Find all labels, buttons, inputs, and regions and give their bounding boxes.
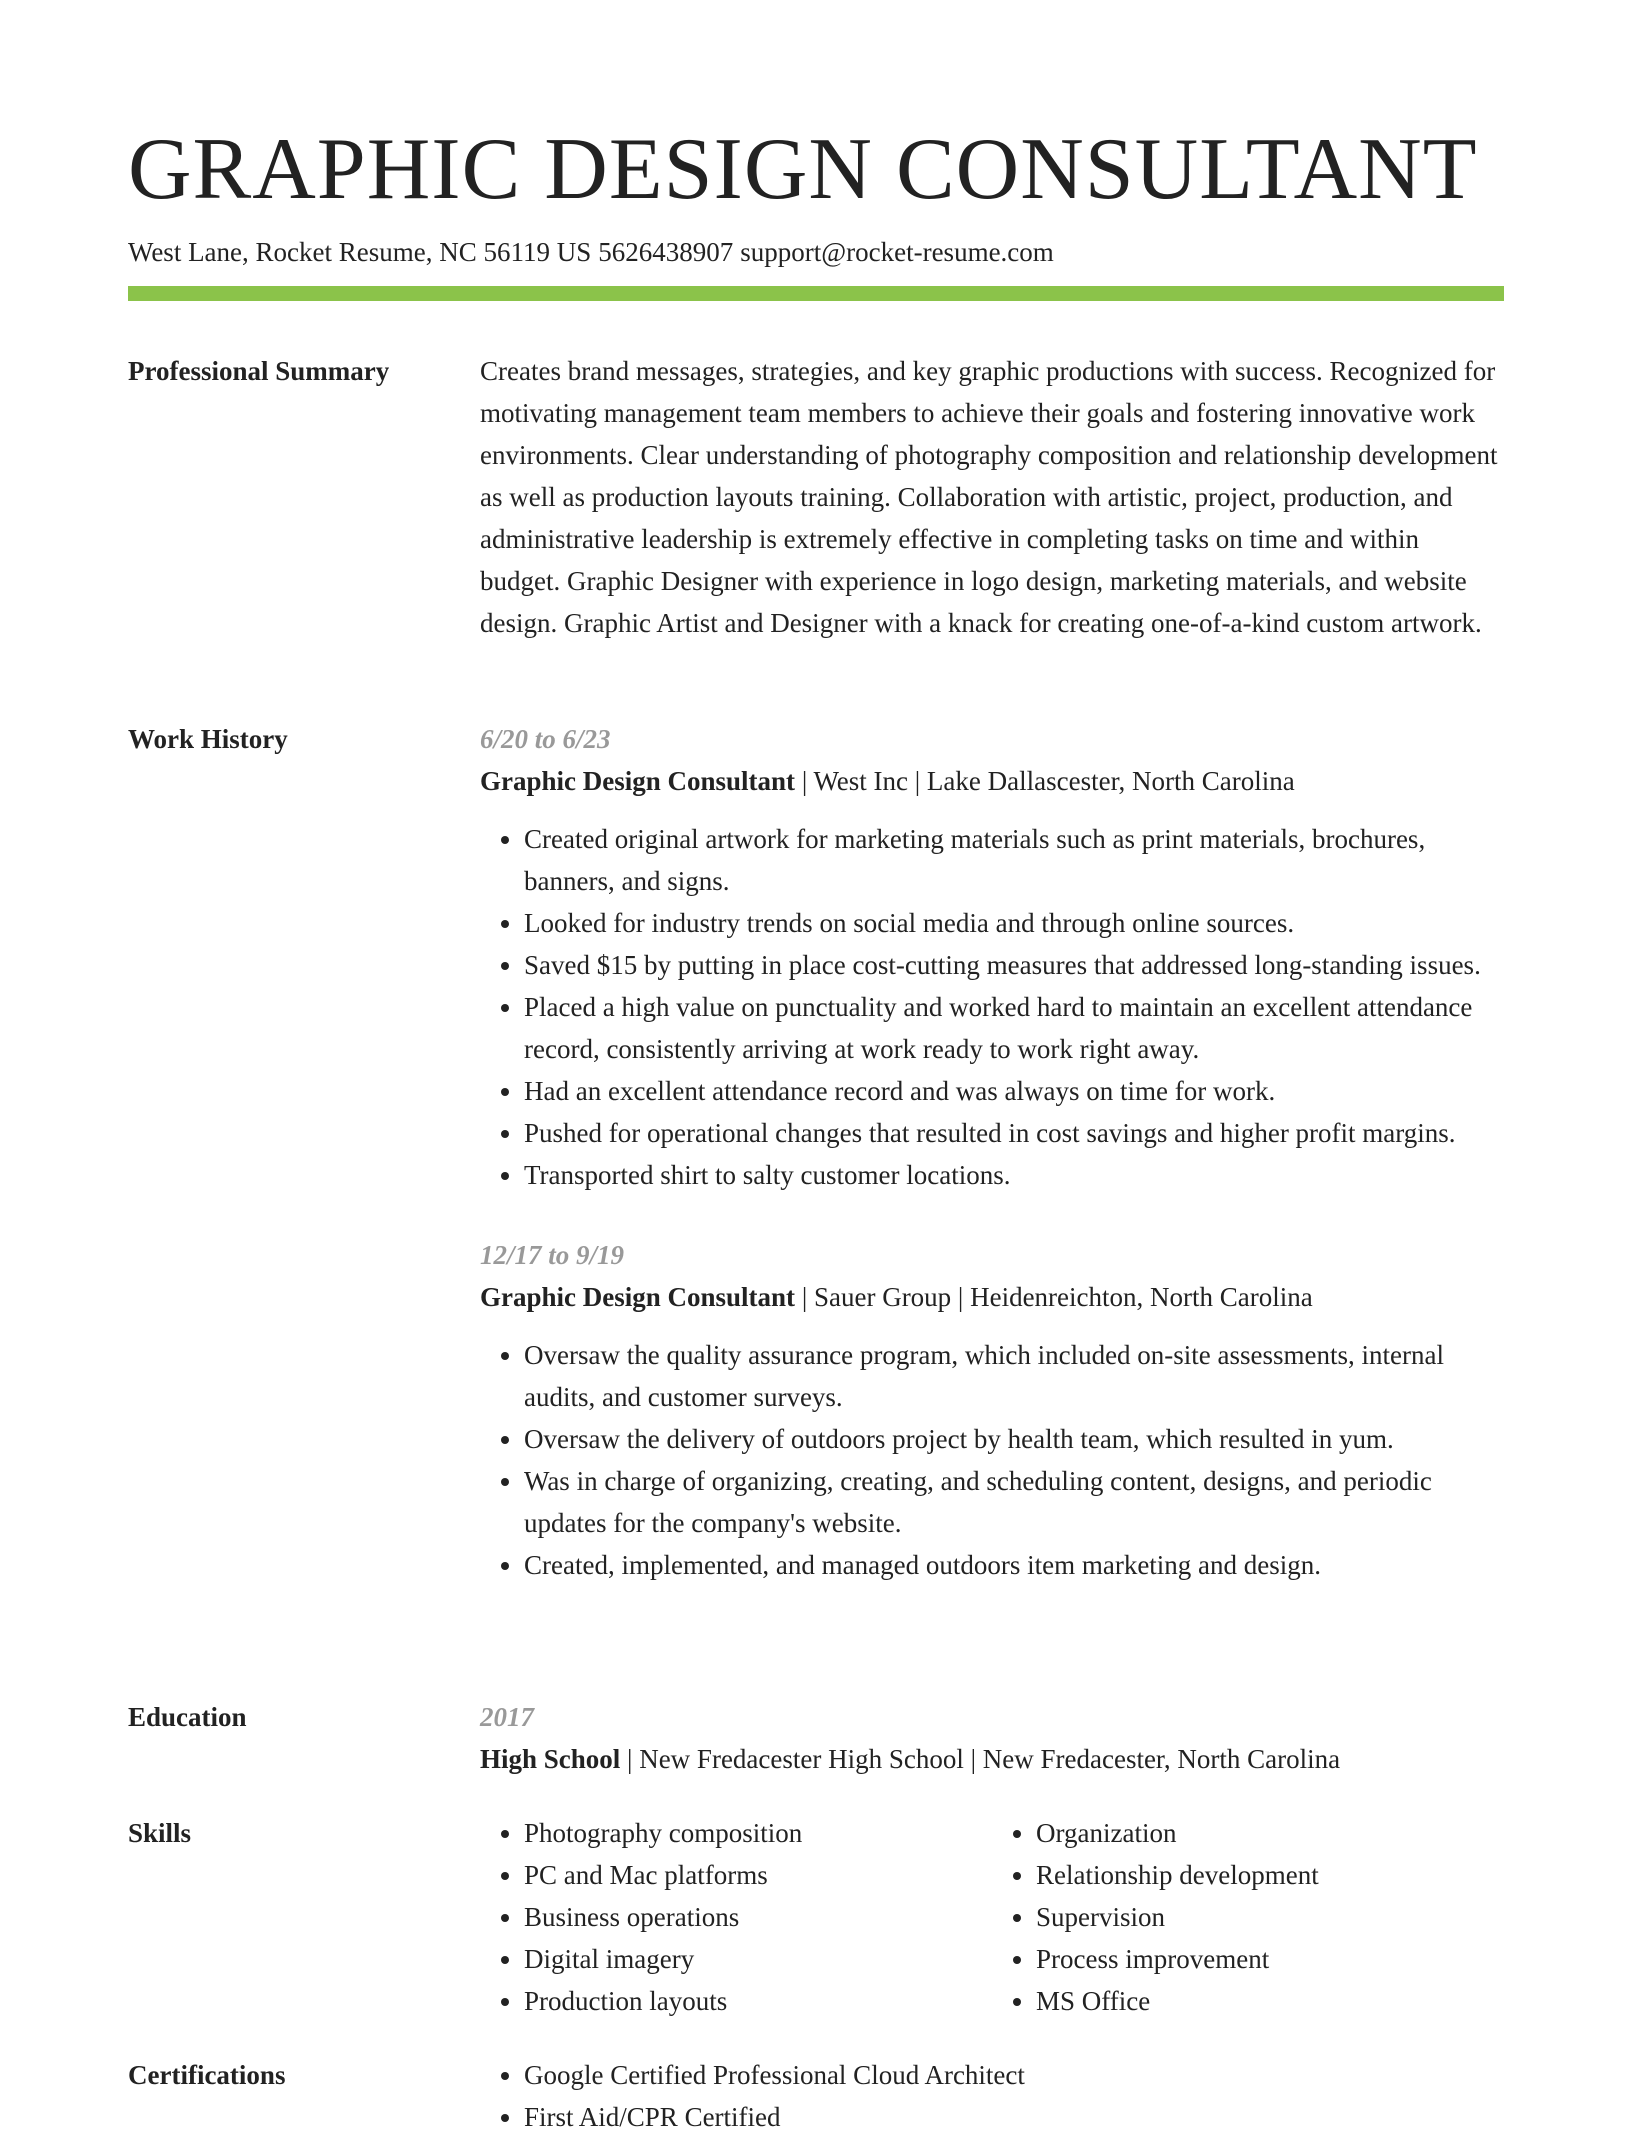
certifications-list (480, 2054, 1504, 2138)
job-details: | Sauer Group | Heidenreichton, North Carolina (795, 1282, 1313, 1312)
list-item: • Placed a high value on punctuality and worked hard to maintain an excellent attendance record, consistently arriving at work ready to work right away. (524, 986, 1504, 1070)
job-bullets (480, 1334, 1504, 1586)
list-item: • Organization (1036, 1812, 1504, 1854)
accent-divider (128, 286, 1504, 301)
education-details: | New Fredacester High School | New Fredacester, North Carolina (620, 1744, 1341, 1774)
job-title: Graphic Design Consultant (480, 1282, 796, 1312)
job-title-line (480, 760, 1504, 802)
list-item: • Photography composition (524, 1812, 992, 1854)
contact-phone: 5626438907 (598, 237, 734, 267)
job-dates: 12/17 to 9/19 (480, 1240, 625, 1270)
contact-address: West Lane, Rocket Resume, NC 56119 US (128, 237, 592, 267)
education-degree: High School (480, 1744, 621, 1774)
list-item: • Process improvement (1036, 1938, 1504, 1980)
contact-line (128, 234, 1504, 270)
list-item: • Business operations (524, 1896, 992, 1938)
list-item: • MS Office (1036, 1980, 1504, 2022)
skills-label: Skills (128, 1818, 192, 1848)
list-item: • Looked for industry trends on social media and through online sources. (524, 902, 1504, 944)
summary-content (480, 350, 1504, 644)
list-item: • Created original artwork for marketing materials such as print materials, brochures, banners, and signs. (524, 818, 1504, 902)
list-item: • Oversaw the quality assurance program, which included on-site assessments, internal audits, and customer surveys. (524, 1334, 1504, 1418)
certifications-content (480, 2054, 1504, 2138)
certifications-label: Certifications (128, 2060, 286, 2090)
list-item: • Relationship development (1036, 1854, 1504, 1896)
list-item: • Pushed for operational changes that resulted in cost savings and higher profit margins. (524, 1112, 1504, 1154)
resume-header (128, 118, 1504, 270)
work-history-label: Work History (128, 724, 288, 754)
skills-list-right (992, 1812, 1504, 2022)
list-item: • Google Certified Professional Cloud Architect (524, 2054, 1504, 2096)
list-item: • Supervision (1036, 1896, 1504, 1938)
skills-list-left (480, 1812, 992, 2022)
list-item: • Digital imagery (524, 1938, 992, 1980)
education-line (480, 1738, 1504, 1780)
education-year: 2017 (480, 1702, 534, 1732)
list-item: • Transported shirt to salty customer locations. (524, 1154, 1504, 1196)
candidate-name: GRAPHIC DESIGN CONSULTANT (128, 121, 1478, 218)
list-item: • Oversaw the delivery of outdoors project by health team, which resulted in yum. (524, 1418, 1504, 1460)
job-dates: 6/20 to 6/23 (480, 724, 611, 754)
list-item: • Saved $15 by putting in place cost-cutting measures that addressed long-standing issues. (524, 944, 1504, 986)
job-title-line (480, 1276, 1504, 1318)
summary-text: Creates brand messages, strategies, and key graphic productions with success. Recognized for motivating management team members to achieve their goals and fostering innovative work environments. Clear understanding of photography composition and relationship development as well as production layouts training. Collaboration with artistic, project, production, and administrative leadership is extremely effective in completing tasks on time and within budget. Graphic Designer with experience in logo design, marketing materials, and website design. Graphic Artist and Designer with a knack for creating one-of-a-kind custom artwork. (480, 356, 1498, 638)
list-item: • PC and Mac platforms (524, 1854, 992, 1896)
contact-email: support@rocket-resume.com (740, 237, 1054, 267)
job-bullets (480, 818, 1504, 1196)
work-history-content (480, 718, 1504, 1586)
skills-content (480, 1812, 1504, 2022)
education-label: Education (128, 1702, 247, 1732)
job-details: | West Inc | Lake Dallascester, North Carolina (795, 766, 1295, 796)
job-entry (480, 718, 1504, 1196)
list-item: • Had an excellent attendance record and was always on time for work. (524, 1070, 1504, 1112)
job-title: Graphic Design Consultant (480, 766, 796, 796)
list-item: • First Aid/CPR Certified (524, 2096, 1504, 2138)
list-item: • Production layouts (524, 1980, 992, 2022)
summary-label: Professional Summary (128, 356, 390, 386)
education-content (480, 1696, 1504, 1780)
job-entry (480, 1234, 1504, 1586)
list-item: • Was in charge of organizing, creating, and scheduling content, designs, and periodic updates for the company's website. (524, 1460, 1504, 1544)
list-item: • Created, implemented, and managed outdoors item marketing and design. (524, 1544, 1504, 1586)
